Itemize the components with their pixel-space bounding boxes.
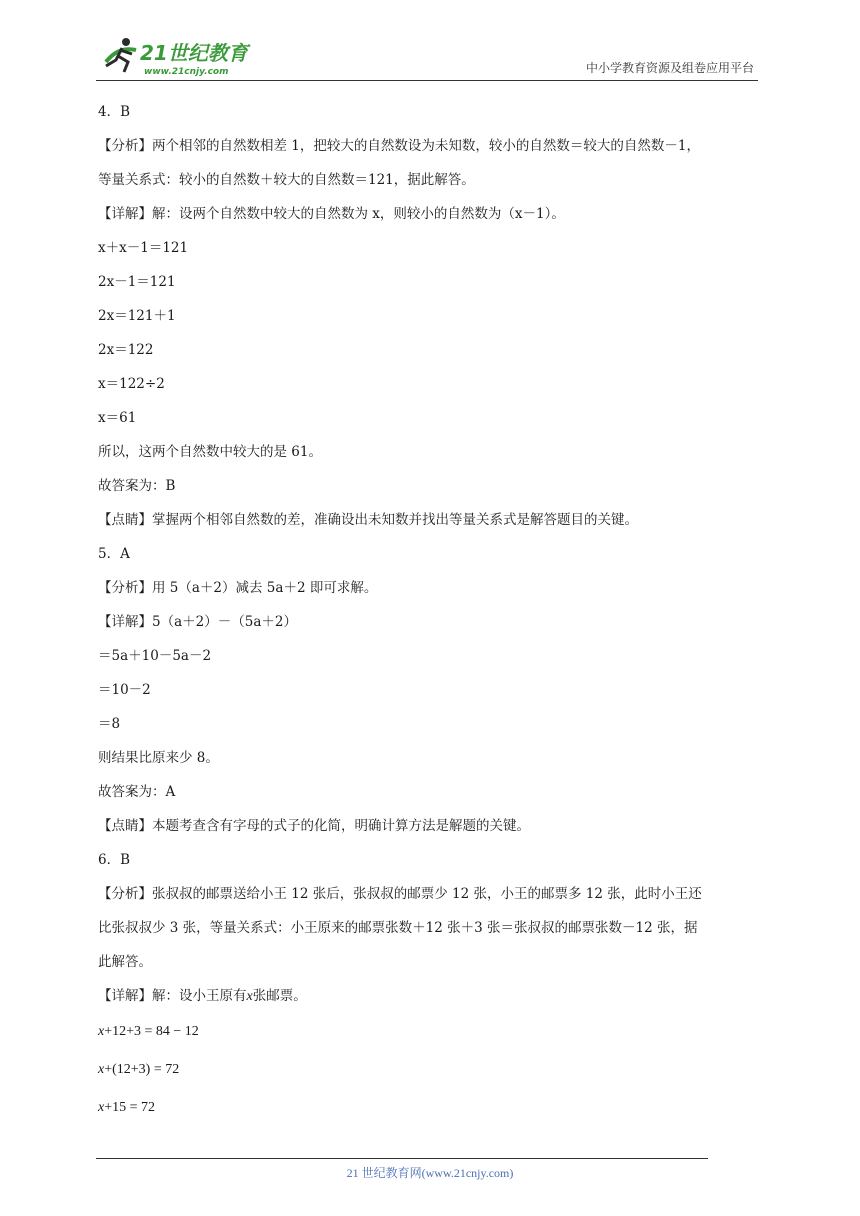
eq-var: x — [98, 1024, 105, 1039]
answer-5-final: 故答案为：A — [98, 784, 176, 800]
equation-step: ＝8 — [98, 716, 121, 732]
runner-logo-icon — [96, 32, 266, 78]
eq-var: x — [98, 1062, 105, 1077]
answer-4-label: 4．B — [98, 104, 131, 120]
equation-step: 2x＝122 — [98, 342, 154, 358]
conclusion-4: 所以，这两个自然数中较大的是 61。 — [98, 444, 322, 460]
eq-rhs: = 72 — [153, 1062, 180, 1077]
page-header — [96, 28, 758, 81]
eq-var: x — [98, 1100, 105, 1115]
header-platform-text: 中小学教育资源及组卷应用平台 — [585, 61, 754, 75]
equation-6-step-2 — [98, 1060, 179, 1080]
equation-6-step-3 — [98, 1098, 155, 1118]
equation-step: ＝5a＋10－5a－2 — [98, 648, 212, 664]
analysis-5: 【分析】用 5（a＋2）减去 5a＋2 即可求解。 — [98, 580, 378, 596]
answer-5-label: 5．A — [98, 546, 130, 562]
equation-step: x＋x－1＝121 — [98, 240, 189, 256]
eq-mid: +(12+3) — [104, 1062, 151, 1077]
conclusion-5: 则结果比原来少 8。 — [98, 750, 219, 766]
detail-6-intro — [98, 986, 307, 1007]
eq-rhs: = 72 — [129, 1100, 156, 1115]
detail-4-intro: 【详解】解：设两个自然数中较大的自然数为 x，则较小的自然数为（x－1）。 — [98, 206, 565, 222]
logo-url: www.21cnjy.com — [144, 67, 229, 77]
logo-title: 21世纪教育 — [140, 41, 248, 65]
answer-4-final: 故答案为：B — [98, 478, 176, 494]
eq-mid: +15 — [104, 1100, 127, 1115]
equation-step: x＝61 — [98, 410, 137, 426]
analysis-6-line-1: 【分析】张叔叔的邮票送给小王 12 张后，张叔叔的邮票少 12 张，小王的邮票多 12 张，此时小王还 — [98, 886, 702, 902]
analysis-6-line-3: 此解答。 — [98, 954, 152, 970]
key-point-5: 【点睛】本题考查含有字母的式子的化简，明确计算方法是解题的关键。 — [98, 818, 530, 834]
footer-divider — [96, 1158, 708, 1159]
detail-6-prefix: 【详解】解：设小王原有 — [98, 988, 247, 1004]
page-footer: 21 世纪教育网(www.21cnjy.com) — [346, 1166, 514, 1180]
analysis-4-line-1: 【分析】两个相邻的自然数相差 1，把较大的自然数设为未知数，较小的自然数＝较大的自然数－1， — [98, 138, 700, 154]
answer-6-label: 6．B — [98, 852, 131, 868]
detail-5-intro: 【详解】5（a＋2）－（5a＋2） — [98, 614, 297, 630]
detail-6-suffix: 张邮票。 — [252, 988, 307, 1004]
equation-step: x＝122÷2 — [98, 376, 165, 392]
equation-6-step-1 — [98, 1022, 199, 1042]
equation-step: 2x－1＝121 — [98, 274, 176, 290]
analysis-6-line-2: 比张叔叔少 3 张，等量关系式：小王原来的邮票张数＋12 张＋3 张＝张叔叔的邮票张数－12 张，据 — [98, 920, 698, 936]
equation-step: ＝10－2 — [98, 682, 151, 698]
eq-rhs: = 84 − 12 — [144, 1024, 199, 1039]
analysis-4-line-2: 等量关系式：较小的自然数＋较大的自然数＝121，据此解答。 — [98, 172, 475, 188]
eq-mid: +12+3 — [104, 1024, 142, 1039]
detail-6-variable: x — [246, 989, 253, 1004]
equation-step: 2x＝121＋1 — [98, 308, 176, 324]
site-logo — [96, 32, 266, 78]
key-point-4: 【点睛】掌握两个相邻自然数的差，准确设出未知数并找出等量关系式是解答题目的关键。 — [98, 512, 638, 528]
